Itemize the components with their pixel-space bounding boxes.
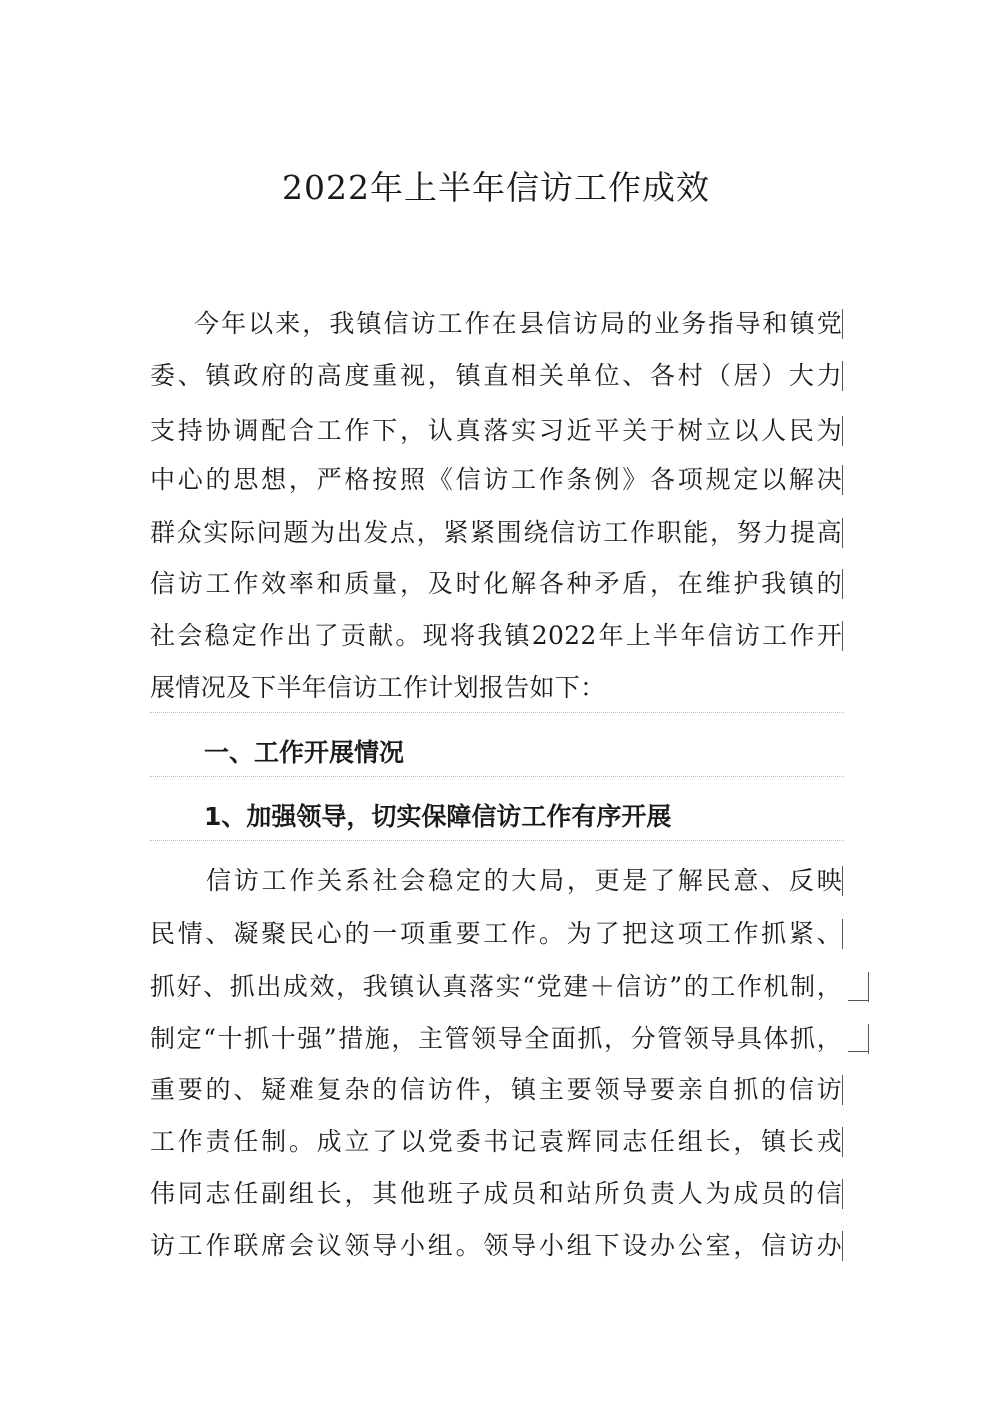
margin-mark (868, 1024, 869, 1054)
intro-line-6: 信访工作效率和质量，及时化解各种矛盾，在维护我镇的 (150, 569, 842, 598)
body-line-6: 工作责任制。成立了以党委书记袁辉同志任组长，镇长戎 (150, 1127, 842, 1156)
intro-line-8: 展情况及下半年信访工作计划报告如下： (150, 673, 606, 702)
margin-mark (842, 1127, 843, 1157)
body-line-5: 重要的、疑难复杂的信访件，镇主要领导要亲自抓的信访 (150, 1075, 842, 1104)
margin-mark (842, 1075, 843, 1105)
body-line-8: 访工作联席会议领导小组。领导小组下设办公室，信访办 (150, 1231, 842, 1260)
margin-mark (842, 518, 843, 548)
body-line-3: 抓好、抓出成效，我镇认真落实“党建＋信访”的工作机制， (150, 972, 842, 1001)
paragraph-divider (150, 776, 844, 777)
margin-mark (842, 569, 843, 599)
intro-line-4: 中心的思想，严格按照《信访工作条例》各项规定以解决 (150, 465, 842, 494)
subsection-heading: 1、加强领导，切实保障信访工作有序开展 (204, 802, 672, 831)
margin-mark (842, 416, 843, 446)
section-heading: 一、工作开展情况 (204, 738, 405, 767)
margin-mark (842, 1231, 843, 1261)
document-title: 2022年上半年信访工作成效 (282, 168, 710, 207)
intro-line-1: 今年以来，我镇信访工作在县信访局的业务指导和镇党 (194, 309, 842, 338)
intro-line-3: 支持协调配合工作下，认真落实习近平关于树立以人民为 (150, 416, 842, 445)
margin-mark (848, 1000, 868, 1001)
margin-mark (842, 465, 843, 495)
margin-mark (842, 361, 843, 391)
margin-mark (868, 972, 869, 1002)
margin-mark (842, 866, 843, 896)
body-line-1: 信访工作关系社会稳定的大局，更是了解民意、反映 (206, 866, 842, 895)
paragraph-divider (150, 712, 844, 713)
intro-line-2: 委、镇政府的高度重视，镇直相关单位、各村（居）大力 (150, 361, 842, 390)
body-line-7: 伟同志任副组长，其他班子成员和站所负责人为成员的信 (150, 1179, 842, 1208)
intro-line-5: 群众实际问题为出发点，紧紧围绕信访工作职能，努力提高 (150, 518, 842, 547)
body-line-4: 制定“十抓十强”措施，主管领导全面抓，分管领导具体抓， (150, 1024, 842, 1053)
margin-mark (842, 919, 843, 949)
margin-mark (842, 621, 843, 651)
margin-mark (842, 1179, 843, 1209)
margin-mark (848, 1051, 868, 1052)
margin-mark (842, 309, 843, 339)
body-line-2: 民情、凝聚民心的一项重要工作。为了把这项工作抓紧、 (150, 919, 842, 948)
paragraph-divider (150, 840, 844, 841)
intro-line-7: 社会稳定作出了贡献。现将我镇2022年上半年信访工作开 (150, 621, 842, 650)
